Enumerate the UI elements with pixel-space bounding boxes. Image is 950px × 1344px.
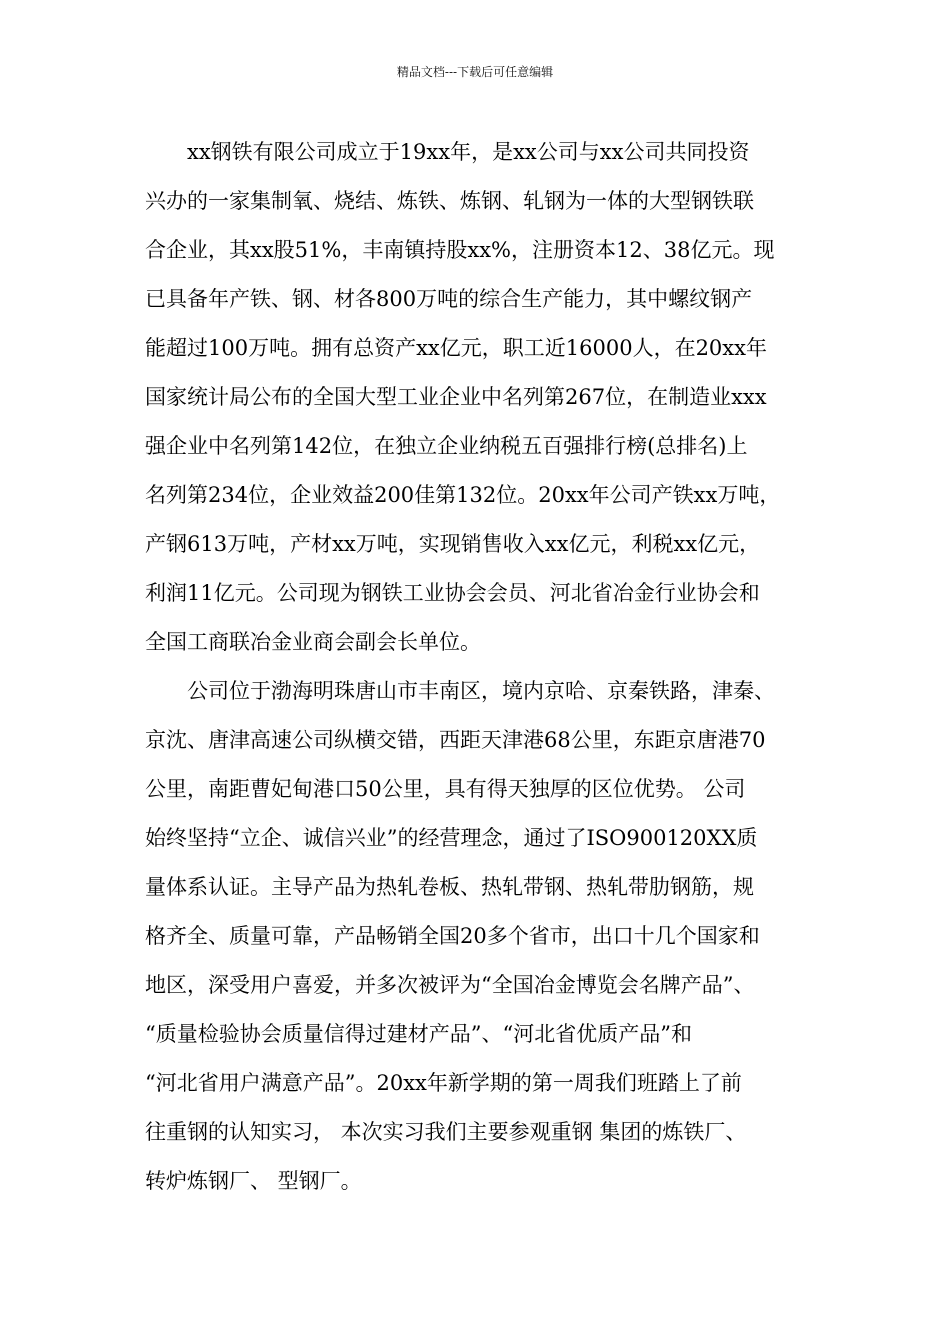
text-line: xx钢铁有限公司成立于19xx年，是xx公司与xx公司共同投资 (187, 140, 750, 164)
text-line: 兴办的一家集制氧、烧结、炼铁、炼钢、轧钢为一体的大型钢铁联 (145, 189, 754, 213)
text-line: 转炉炼钢厂、 型钢厂。 (145, 1169, 362, 1193)
text-line: 地区，深受用户喜爱，并多次被评为“全国冶金博览会名牌产品”、 (145, 973, 755, 997)
page-header: 精品文档---下载后可任意编辑 (396, 65, 554, 79)
text-line: 量体系认证。主导产品为热轧卷板、热轧带钢、热轧带肋钢筋，规 (145, 875, 754, 899)
text-line: 强企业中名列第142位，在独立企业纳税五百强排行榜(总排名)上 (145, 434, 748, 458)
text-line: 已具备年产铁、钢、材各800万吨的综合生产能力，其中螺纹钢产 (145, 287, 753, 311)
text-line: 名列第234位，企业效益200佳第132位。20xx年公司产铁xx万吨， (145, 483, 781, 507)
text-line: 国家统计局公布的全国大型工业企业中名列第267位，在制造业xxx (145, 385, 767, 409)
document-body (145, 134, 807, 1212)
text-line: “质量检验协会质量信得过建材产品”、“河北省优质产品”和 (145, 1022, 692, 1046)
text-line: 产钢613万吨，产材xx万吨，实现销售收入xx亿元，利税xx亿元， (145, 532, 761, 556)
text-line: 格齐全、质量可靠，产品畅销全国20多个省市，出口十几个国家和 (145, 924, 760, 948)
text-line: 能超过100万吨。拥有总资产xx亿元，职工近16000人，在20xx年 (145, 336, 767, 360)
text-line: 合企业，其xx股51%，丰南镇持股xx%，注册资本12、38亿元。现 (145, 238, 775, 262)
text-line: 利润11亿元。公司现为钢铁工业协会会员、河北省冶金行业协会和 (145, 581, 760, 605)
text-line: 公里，南距曹妃甸港口50公里，具有得天独厚的区位优势。 公司 (145, 777, 746, 801)
text-line: 往重钢的认知实习， 本次实习我们主要参观重钢 集团的炼铁厂、 (145, 1120, 747, 1144)
text-line: 全国工商联冶金业商会副会长单位。 (145, 630, 481, 654)
text-line: 始终坚持“立企、诚信兴业”的经营理念，通过了ISO900120XX质 (145, 826, 758, 850)
text-line: 京沈、唐津高速公司纵横交错，西距天津港68公里，东距京唐港70 (145, 728, 766, 752)
text-line: 公司位于渤海明珠唐山市丰南区，境内京哈、京秦铁路，津秦、 (187, 679, 775, 703)
text-line: “河北省用户满意产品”。20xx年新学期的第一周我们班踏上了前 (145, 1071, 742, 1095)
